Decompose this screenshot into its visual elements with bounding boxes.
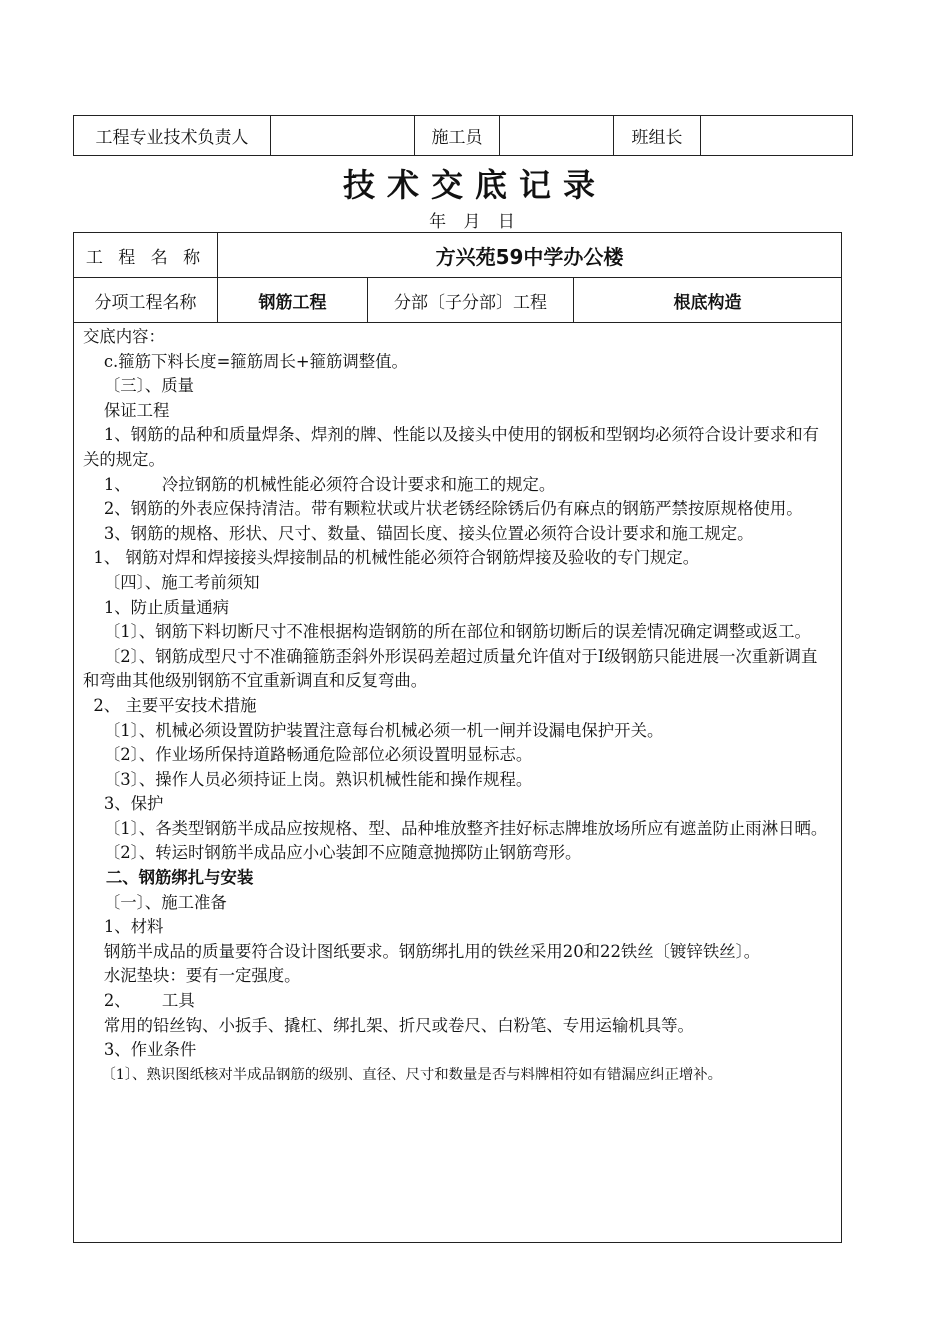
content-paragraph: 2、 主要平安技术措施 <box>83 695 257 715</box>
content-paragraph: 1、钢筋的品种和质量焊条、焊剂的牌、性能以及接头中使用的钢板和型钢均必须符合设计要求和有关的规定。 <box>83 425 820 469</box>
content-paragraph: 〔1〕、钢筋下料切断尺寸不准根据构造钢筋的所在部位和钢筋切断后的误差情况确定调整或返工。 <box>83 622 811 642</box>
content-paragraph: 1、材料 <box>83 917 164 937</box>
division-value: 根底构造 <box>673 292 742 313</box>
content-paragraph: 3、作业条件 <box>83 1040 197 1060</box>
tech-lead-field[interactable] <box>271 116 415 156</box>
project-name-row <box>74 233 841 278</box>
content-paragraph: 1、 冷拉钢筋的机械性能必须符合设计要求和施工的规定。 <box>83 474 556 494</box>
content-paragraph: 常用的铅丝钩、小扳手、撬杠、绑扎架、折尺或卷尺、白粉笔、专用运输机具等。 <box>83 1015 694 1035</box>
content-paragraph: 3、保护 <box>83 794 164 814</box>
record-table <box>73 232 842 1243</box>
subitem-label: 分项工程名称 <box>74 278 218 322</box>
document-title: 技术交底记录 <box>342 166 607 204</box>
content-heading: 交底内容： <box>83 327 165 346</box>
team-leader-field[interactable] <box>701 116 853 156</box>
paragraph-list <box>83 350 833 1087</box>
project-name-value: 方兴苑59中学办公楼 <box>435 244 624 269</box>
content-paragraph: 〔2〕、作业场所保持道路畅通危险部位必须设置明显标志。 <box>83 745 533 765</box>
content-paragraph: 〔三〕、质量 <box>83 376 194 396</box>
content-paragraph: 保证工程 <box>83 400 170 420</box>
tech-lead-label: 工程专业技术负责人 <box>74 116 271 156</box>
constructor-label: 施工员 <box>415 116 500 156</box>
content-paragraph: 水泥垫块：要有一定强度。 <box>83 966 301 986</box>
division-label: 分部〔子分部〕工程 <box>368 278 574 322</box>
content-paragraph: 1、防止质量通病 <box>83 597 230 617</box>
content-paragraph: 〔1〕、机械必须设置防护装置注意每台机械必须一机一闸并设漏电保护开关。 <box>83 720 664 740</box>
signature-table <box>73 115 853 156</box>
content-paragraph: 1、 钢筋对焊和焊接接头焊接制品的机械性能必须符合钢筋焊接及验收的专门规定。 <box>83 548 700 568</box>
content-paragraph: 〔1〕、各类型钢筋半成品应按规格、型、品种堆放整齐挂好标志牌堆放场所应有遮盖防止雨淋日晒。 <box>83 818 828 838</box>
date-line: 年 月 日 <box>429 212 521 232</box>
content-paragraph: 2、钢筋的外表应保持清洁。带有颗粒状或片状老锈经除锈后仍有麻点的钢筋严禁按原规格使用。 <box>83 499 803 519</box>
content-paragraph: 2、 工具 <box>83 991 195 1011</box>
team-leader-label: 班组长 <box>614 116 701 156</box>
briefing-content <box>83 325 833 1087</box>
content-paragraph: 3、钢筋的规格、形状、尺寸、数量、锚固长度、接头位置必须符合设计要求和施工规定。 <box>83 523 754 543</box>
content-paragraph: 〔3〕、操作人员必须持证上岗。熟识机械性能和操作规程。 <box>83 769 533 789</box>
content-paragraph: 〔1〕、熟识图纸核对半成品钢筋的级别、直径、尺寸和数量是否与料牌相符如有错漏应纠正增补。 <box>83 1066 723 1083</box>
subitem-row <box>74 278 841 323</box>
content-paragraph: 〔2〕、钢筋成型尺寸不准确箍筋歪斜外形误码差超过质量允许值对于I级钢筋只能进展一次重新调直和弯曲其他级别钢筋不宜重新调直和反复弯曲。 <box>83 646 818 691</box>
content-paragraph: 〔2〕、转运时钢筋半成品应小心装卸不应随意抛掷防止钢筋弯形。 <box>83 843 582 863</box>
content-paragraph: 钢筋半成品的质量要符合设计图纸要求。钢筋绑扎用的铁丝采用20和22铁丝〔镀锌铁丝〕。 <box>83 941 761 961</box>
content-paragraph: 〔四〕、施工考前须知 <box>83 572 260 592</box>
subitem-value: 钢筋工程 <box>218 278 368 322</box>
constructor-field[interactable] <box>500 116 614 156</box>
project-name-label: 工 程 名 称 <box>74 233 218 277</box>
content-paragraph: c.箍筋下料长度=箍筋周长+箍筋调整值。 <box>83 351 408 371</box>
content-paragraph: 二、钢筋绑扎与安装 <box>83 868 254 888</box>
content-paragraph: 〔一〕、施工准备 <box>83 892 227 912</box>
